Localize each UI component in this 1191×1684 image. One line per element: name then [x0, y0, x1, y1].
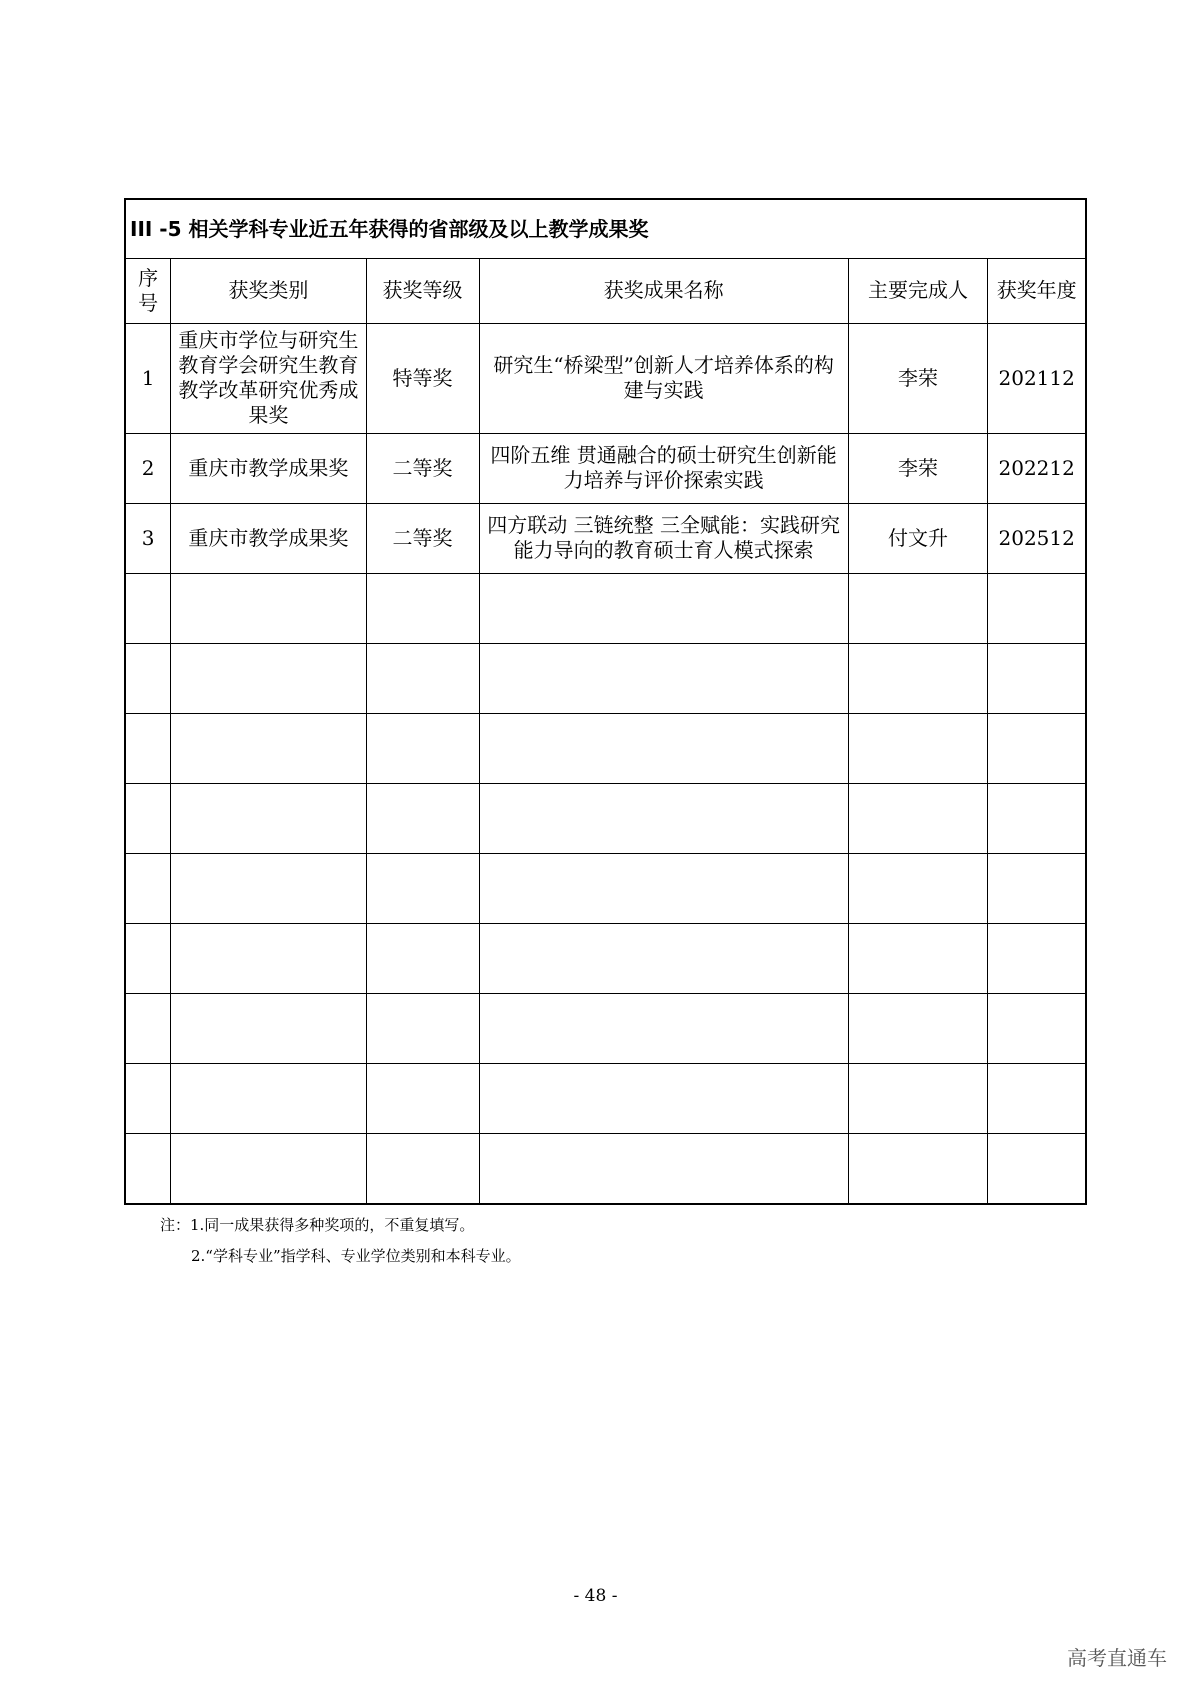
- empty-table-row: [126, 853, 1085, 923]
- empty-table-row: [126, 643, 1085, 713]
- table-row: [126, 433, 1085, 503]
- empty-table-row: [126, 1133, 1085, 1203]
- col-header-year: 获奖年度: [988, 259, 1085, 323]
- empty-table-row: [126, 993, 1085, 1063]
- cell-person: 李荣: [848, 433, 988, 503]
- cell-level: 特等奖: [366, 323, 479, 433]
- cell-no: 1: [126, 323, 171, 433]
- cell-year: 202112: [988, 323, 1085, 433]
- table-notes: [160, 1210, 521, 1272]
- section-title: III -5 相关学科专业近五年获得的省部级及以上教学成果奖: [126, 200, 1085, 259]
- cell-no: 2: [126, 433, 171, 503]
- cell-name: 四阶五维 贯通融合的硕士研究生创新能力培养与评价探索实践: [479, 433, 848, 503]
- note-2: 2.“学科专业”指学科、专业学位类别和本科专业。: [191, 1247, 521, 1265]
- cell-person: 李荣: [848, 323, 988, 433]
- cell-person: 付文升: [848, 503, 988, 573]
- cell-year: 202512: [988, 503, 1085, 573]
- watermark: 高考直通车: [1067, 1646, 1167, 1670]
- cell-level: 二等奖: [366, 503, 479, 573]
- cell-category: 重庆市学位与研究生教育学会研究生教育教学改革研究优秀成果奖: [171, 323, 366, 433]
- empty-table-row: [126, 923, 1085, 993]
- cell-level: 二等奖: [366, 433, 479, 503]
- empty-table-row: [126, 1063, 1085, 1133]
- table-row: [126, 503, 1085, 573]
- cell-name: 研究生“桥梁型”创新人才培养体系的构建与实践: [479, 323, 848, 433]
- note-1: 注：1.同一成果获得多种奖项的，不重复填写。: [160, 1216, 475, 1234]
- page-number: - 48 -: [573, 1586, 618, 1606]
- empty-table-row: [126, 783, 1085, 853]
- awards-table-frame: [124, 198, 1087, 1205]
- cell-category: 重庆市教学成果奖: [171, 503, 366, 573]
- awards-table: [126, 259, 1085, 1203]
- empty-table-row: [126, 713, 1085, 783]
- col-header-category: 获奖类别: [171, 259, 366, 323]
- cell-year: 202212: [988, 433, 1085, 503]
- col-header-person: 主要完成人: [848, 259, 988, 323]
- col-header-level: 获奖等级: [366, 259, 479, 323]
- table-row: [126, 323, 1085, 433]
- empty-table-row: [126, 573, 1085, 643]
- col-header-no: 序号: [126, 259, 171, 323]
- cell-name: 四方联动 三链统整 三全赋能：实践研究能力导向的教育硕士育人模式探索: [479, 503, 848, 573]
- table-header-row: [126, 259, 1085, 323]
- cell-category: 重庆市教学成果奖: [171, 433, 366, 503]
- col-header-name: 获奖成果名称: [479, 259, 848, 323]
- cell-no: 3: [126, 503, 171, 573]
